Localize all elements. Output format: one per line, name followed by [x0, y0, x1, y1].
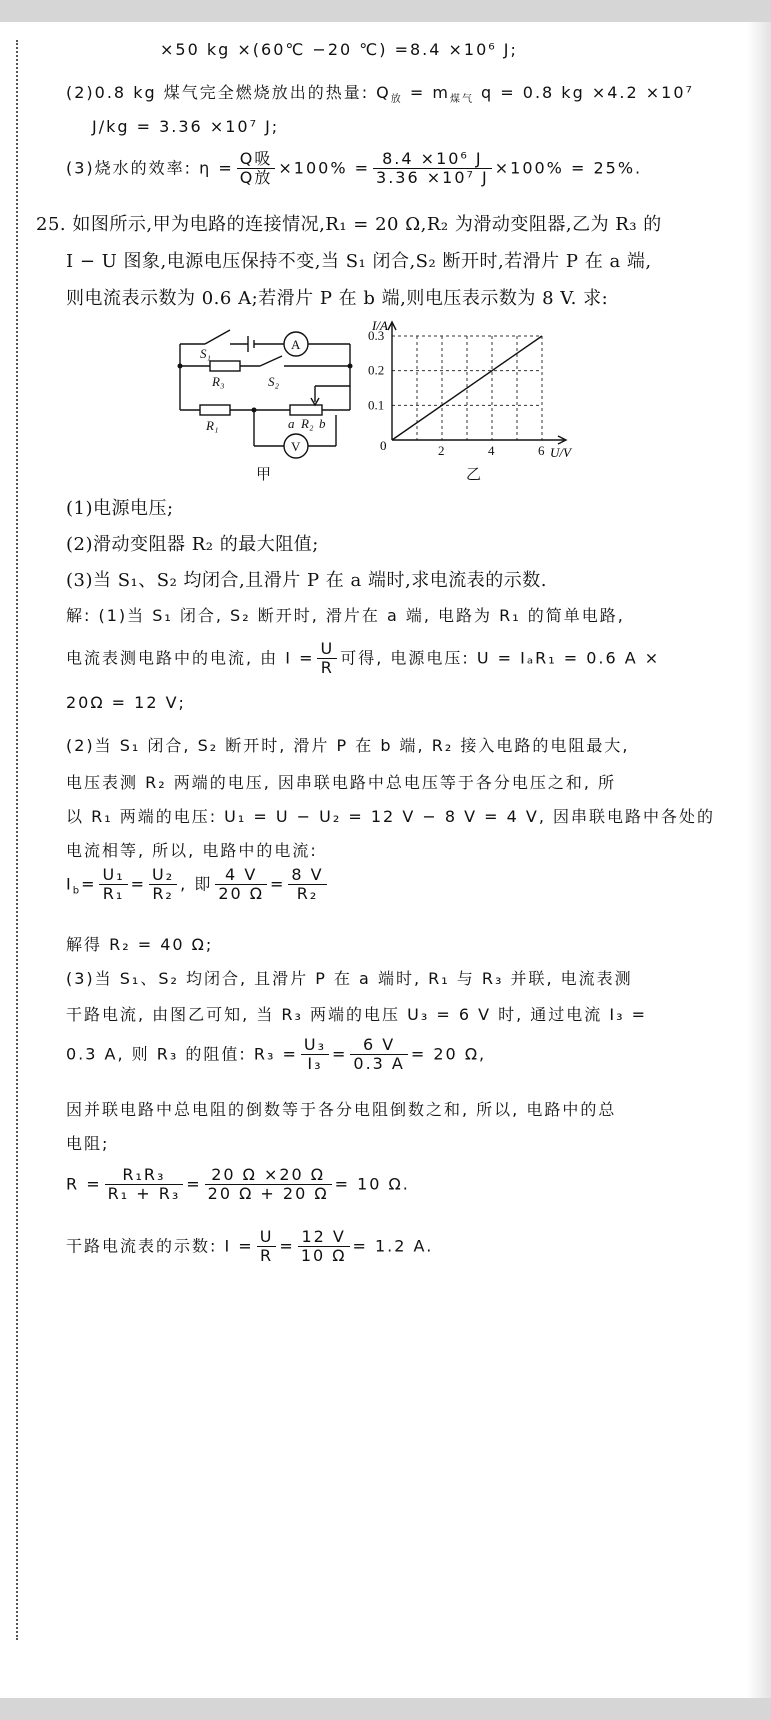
y-tick-label: 0.1	[368, 397, 385, 413]
efficiency-fraction-2: $\frac{\text{8.4 ×10⁶ J}}{\text{3.36 ×10⁷ J}}$	[373, 150, 492, 188]
solution-line-4: (2)当 S₁ 闭合, S₂ 断开时, 滑片 P 在 b 端, R₂ 接入电路的电阻最大,	[66, 736, 630, 755]
solution-line-15: R = $\frac{\text{R₁R₃}}{\text{R₁ + R₃}}$ = $\frac{20 \Omega \times 20 \Omega}{20 \Omega + 20 \Omega}$ = 10 Ω.	[66, 1165, 410, 1204]
solution-line-16: 干路电流表的示数: I = $\frac{U}{R}$ = $\frac{12 V}{10 \Omega}$ = 1.2 A.	[66, 1227, 434, 1266]
solution-line-1: 解: (1)当 S₁ 闭合, S₂ 断开时, 滑片在 a 端, 电路为 R₁ 的简单电路,	[66, 606, 625, 625]
voltmeter-symbol: V	[291, 439, 301, 454]
iu-graph	[368, 318, 573, 460]
bottom-border	[0, 1698, 771, 1720]
page-edge-shadow	[747, 22, 771, 1698]
label-r3: R₃	[212, 374, 225, 389]
prev-line-1: ×50 kg ×(60℃ −20 ℃) =8.4 ×10⁶ J;	[160, 40, 518, 59]
series-line-r3	[392, 336, 542, 440]
solution-line-6: 以 R₁ 两端的电压: U₁ = U − U₂ = 12 V − 8 V = 4 V, 因串联电路中各处的	[66, 807, 716, 826]
solution-line-11: 干路电流, 由图乙可知, 当 R₃ 两端的电压 U₃ = 6 V 时, 通过电流 I₃ =	[66, 1005, 648, 1024]
y-tick-label: 0.2	[368, 362, 385, 378]
prev-line-3: J/kg = 3.36 ×10⁷ J;	[92, 117, 280, 136]
y-axis-label: I/A	[372, 318, 388, 333]
question-3: (3)当 S₁、S₂ 均闭合,且滑片 P 在 a 端时,求电流表的示数.	[66, 570, 547, 591]
prev-line-4: (3)烧水的效率: η = $\frac{\text{Q吸}}{\text{Q放}}$ ×100% = $\frac{\text{8.4 ×10⁶ J}}{\text{3.36 ×10⁷ J}}$ ×100% = 25%.	[66, 149, 643, 188]
problem-line-2: I − U 图象,电源电压保持不变,当 S₁ 闭合,S₂ 断开时,若滑片 P 在 a 端,	[66, 251, 652, 272]
question-1: (1)电源电压;	[66, 498, 174, 519]
label-s2: S₂	[268, 374, 280, 389]
label-r1: R₁	[206, 418, 219, 433]
solution-line-12: 0.3 A, 则 R₃ 的阻值: R₃ = $\frac{\text{U₃}}{\text{I₃}}$ = $\frac{6 V}{0.3 A}$ = 20 Ω,	[66, 1035, 487, 1074]
prev-line-2: (2)0.8 kg 煤气完全燃烧放出的热量: $Q_放 = m_{煤气}$ q = 0.8 kg ×4.2 ×10⁷	[66, 83, 694, 106]
problem-line-1: 25. 如图所示,甲为电路的连接情况,R₁ = 20 Ω,R₂ 为滑动变阻器,乙为 R₃ 的	[36, 214, 662, 235]
solution-line-5: 电压表测 R₂ 两端的电压, 因串联电路中总电压等于各分电压之和, 所	[66, 773, 617, 792]
margin-dotted-line	[16, 40, 18, 1640]
x-axis-label: U/V	[550, 445, 571, 460]
efficiency-fraction-1: $\frac{\text{Q吸}}{\text{Q放}}$	[237, 150, 276, 188]
solution-line-14: 电阻;	[66, 1134, 110, 1153]
label-r2: R₂	[301, 416, 314, 431]
figure-svg	[170, 316, 590, 486]
x-tick-label: 6	[538, 443, 545, 458]
origin-label: 0	[380, 438, 387, 453]
circuit-caption: 甲	[256, 467, 272, 483]
graph-caption: 乙	[466, 467, 482, 483]
solution-line-10: (3)当 S₁、S₂ 均闭合, 且滑片 P 在 a 端时, R₁ 与 R₃ 并联, 电流表测	[66, 969, 633, 988]
solution-line-3: 20Ω = 12 V;	[66, 693, 186, 712]
solution-line-7: 电流相等, 所以, 电路中的电流:	[66, 841, 318, 860]
x-tick-label: 4	[488, 443, 495, 458]
y-tick-label: 0.3	[368, 328, 385, 343]
label-s1: S₁	[200, 346, 212, 361]
ammeter-symbol: A	[291, 337, 301, 352]
question-2: (2)滑动变阻器 R₂ 的最大阻值;	[66, 534, 319, 555]
figure	[170, 316, 590, 490]
top-border	[0, 0, 771, 22]
label-a: a	[288, 416, 295, 431]
label-b: b	[319, 416, 326, 431]
x-tick-label: 2	[438, 443, 445, 458]
solution-line-13: 因并联电路中总电阻的倒数等于各分电阻倒数之和, 所以, 电路中的总	[66, 1100, 617, 1119]
solution-line-8: $I_b=$ $\frac{\text{U₁}}{\text{R₁}}$ = $\frac{\text{U₂}}{\text{R₂}}$ , 即 $\frac{4 V}{20 \Omega}$ = $\frac{8 V}{\text{R₂}}$	[66, 866, 330, 904]
solution-line-2: 电流表测电路中的电流, 由 I = $\frac{U}{R}$ 可得, 电源电压: U = IₐR₁ = 0.6 A ×	[66, 639, 661, 678]
solution-line-9: 解得 R₂ = 40 Ω;	[66, 935, 214, 954]
problem-line-3: 则电流表示数为 0.6 A;若滑片 P 在 b 端,则电压表示数为 8 V. 求:	[66, 288, 609, 309]
